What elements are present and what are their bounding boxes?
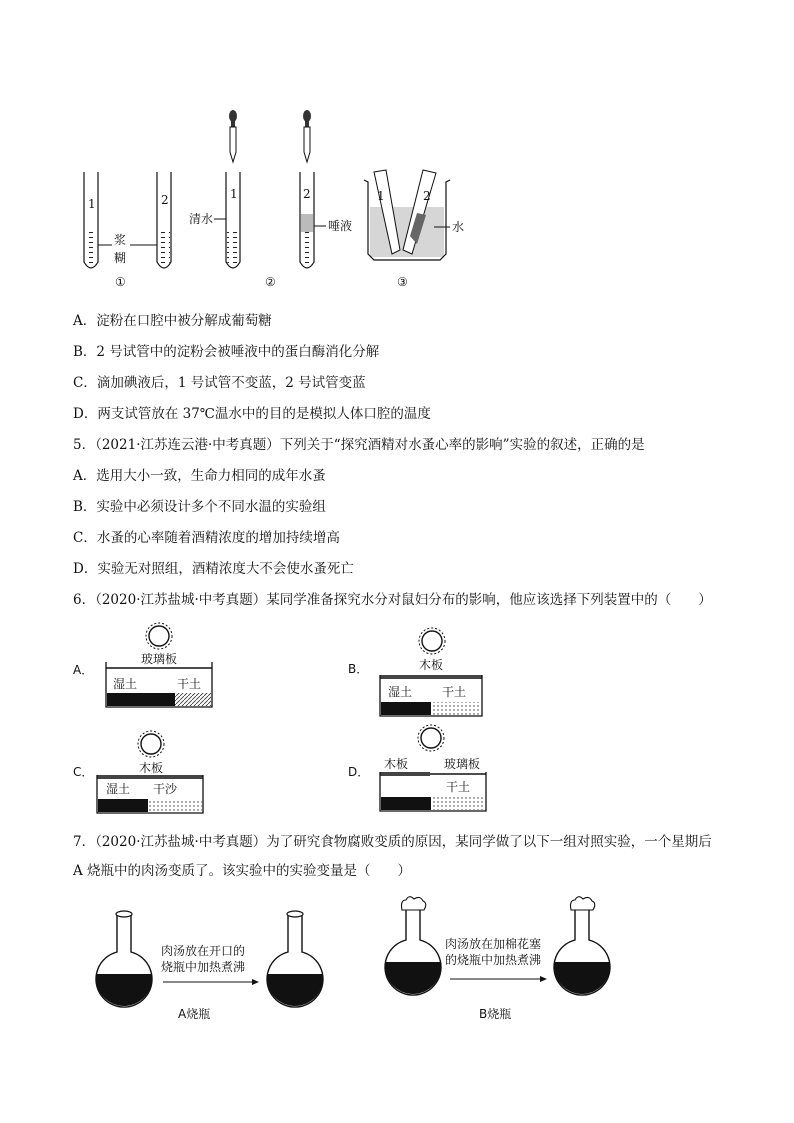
flask-b-cotton: [385, 897, 441, 1002]
option-letter-d: D．: [348, 765, 370, 779]
flask-b-description: 的烧瓶中加热煮沸: [445, 953, 542, 967]
setup-b-box: [380, 675, 482, 716]
cover-label: 玻璃板: [444, 757, 481, 771]
water-label: 清水: [189, 212, 214, 226]
q5-option-a: A．选用大小一致，生命力相同的成年水蚤: [73, 468, 326, 484]
wet-soil-label: 湿土: [106, 782, 131, 796]
sun-icon: [419, 628, 445, 654]
q4-option-a: A．淀粉在口腔中被分解成葡萄糖: [73, 313, 272, 329]
cover-label: 木板: [419, 658, 444, 672]
arrow-icon: [163, 979, 259, 985]
water-bath-beaker: [364, 170, 450, 260]
flask-a-boiled: [267, 911, 323, 1014]
dry-soil-label: 干土: [177, 677, 202, 691]
dry-soil-label: 干土: [442, 685, 467, 699]
dropper-2: [303, 110, 311, 162]
tube-number: 2: [161, 193, 169, 207]
dry-soil-label: 干土: [446, 780, 471, 794]
q5-option-b: B．实验中必须设计多个不同水温的实验组: [73, 499, 326, 515]
flask-a-caption: A烧瓶: [178, 1007, 211, 1021]
flask-a-description: 烧瓶中加热煮沸: [161, 960, 246, 974]
cover-label: 木板: [384, 757, 409, 771]
arrow-icon: [450, 976, 547, 982]
q5-stem: 5．（2021·江苏连云港·中考真题）下列关于“探究酒精对水蚤心率的影响”实验的叙述，正确的是: [73, 437, 645, 453]
q7-stem-line1: 7．（2020·江苏盐城·中考真题）为了研究食物腐败变质的原因，某同学做了以下一组对照实验，一个星期后: [73, 834, 712, 850]
q4-option-c: C．滴加碘液后，1 号试管不变蓝，2 号试管变蓝: [73, 375, 366, 391]
option-letter-b: B．: [348, 662, 369, 676]
bath-water-label: 水: [452, 220, 465, 234]
dropper-1: [229, 110, 237, 162]
q6-stem: 6．（2020·江苏盐城·中考真题）某同学准备探究水分对鼠妇分布的影响，他应该选择下列装置中的（ ）: [73, 592, 712, 608]
sun-icon: [146, 623, 172, 649]
wet-soil-label: 湿土: [113, 677, 138, 691]
tube-number: 1: [230, 187, 238, 201]
option-letter-c: C．: [73, 765, 94, 779]
dry-sand-label: 干沙: [153, 782, 178, 796]
q5-option-c: C．水蚤的心率随着酒精浓度的增加持续增高: [73, 530, 340, 546]
flask-b-description: 肉汤放在加棉花塞: [445, 937, 542, 951]
q7-stem-line2: A 烧瓶中的肉汤变质了。该实验中的实验变量是（ ）: [73, 863, 412, 879]
wet-soil-label: 湿土: [388, 685, 413, 699]
flask-b-boiled: [554, 897, 610, 1002]
q4-option-b: B．2 号试管中的淀粉会被唾液中的蛋白酶消化分解: [73, 344, 380, 360]
figure-saliva-experiment: [0, 0, 794, 300]
setup-a-box: [106, 662, 212, 707]
test-tube-1-water: [226, 172, 240, 268]
cover-label: 玻璃板: [141, 652, 178, 666]
flask-a-open: [96, 911, 152, 1014]
saliva-label: 唾液: [328, 219, 353, 233]
test-tube-2-saliva: [300, 172, 314, 268]
cover-label: 木板: [139, 761, 164, 775]
tube-number: 1: [377, 189, 385, 203]
tube-number: 1: [88, 197, 96, 211]
flask-a-description: 肉汤放在开口的: [161, 944, 246, 958]
test-tube-2: [157, 172, 171, 268]
figure-mark: ②: [265, 275, 276, 289]
figure-mark: ③: [397, 275, 408, 289]
sun-icon: [418, 725, 444, 751]
setup-d-box: [380, 772, 486, 811]
test-tube-1: [84, 172, 98, 268]
option-letter-a: A．: [73, 663, 94, 677]
tube-number: 2: [423, 189, 431, 203]
slurry-label: 浆: [114, 233, 127, 247]
q4-option-d: D．两支试管放在 37℃温水中的目的是模拟人体口腔的温度: [73, 406, 431, 422]
q5-option-d: D．实验无对照组，酒精浓度大不会使水蚤死亡: [73, 561, 354, 577]
figure-mark: ①: [115, 275, 126, 289]
tube-number: 2: [303, 187, 311, 201]
slurry-label: 糊: [114, 251, 127, 265]
flask-b-caption: B烧瓶: [479, 1007, 512, 1021]
sun-icon: [138, 731, 164, 757]
setup-c-box: [97, 775, 203, 813]
